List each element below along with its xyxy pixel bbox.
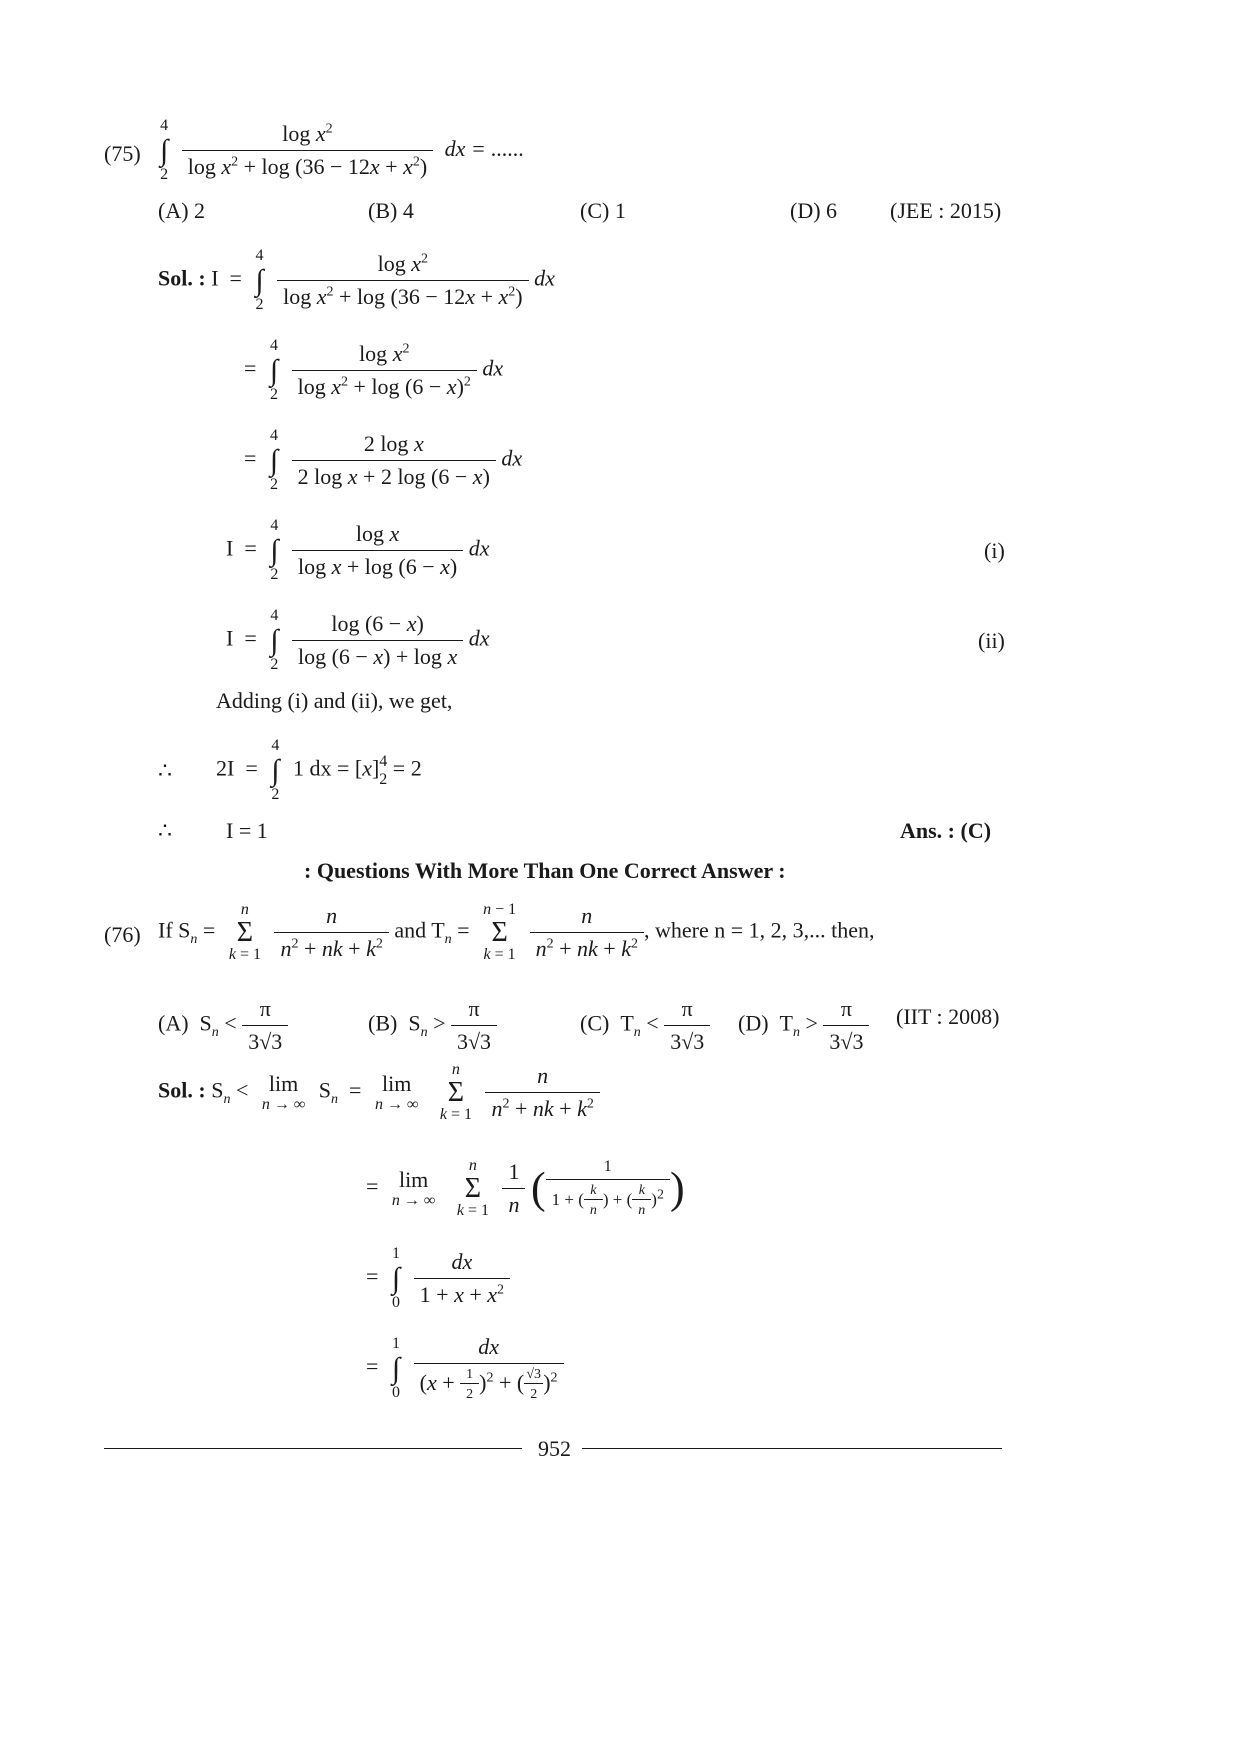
q76-option-d: (D) $T_n$ > $\frac{\pi}{3√3}$ xyxy=(738,996,869,1055)
sol75-line5: I = 4 ∫ 2 $\frac{\log (6 - x)}{\text{log (6 − x) + log x}}$ dx xyxy=(226,607,490,673)
q75-option-a: (A) 2 xyxy=(158,198,206,223)
sum-sign: n Σ k = 1 xyxy=(228,901,261,964)
sol76-line3: = 1 ∫ 0 $\frac{dx}{1 + x + x^2}$ xyxy=(366,1246,510,1311)
q75-option-c: (C) 1 xyxy=(580,198,626,223)
integral-sign: 4 ∫ 2 xyxy=(255,247,264,313)
footer-rule-left xyxy=(104,1448,522,1449)
footer-rule-right xyxy=(582,1448,1002,1449)
sol75-line4: I = 4 ∫ 2 $\frac{\text{log x}}{\text{log x + log (6 − x)}}$ dx xyxy=(226,517,490,583)
integral-sign: 1 ∫ 0 xyxy=(391,1245,401,1311)
sol75-line6: 2I = 4 ∫ 2 1 dx = [x] 4 2 = 2 xyxy=(216,737,422,803)
sol-label: Sol. xyxy=(158,1077,193,1103)
page-number: 952 xyxy=(538,1436,571,1461)
q75-source: (JEE : 2015) xyxy=(890,198,1002,223)
integral-sign: 4 ∫ 2 xyxy=(270,607,279,673)
q76-statement: If $S_n$ = n Σ k = 1 $\frac{n}{n^2 + nk + k^2}$ and $T_n$ = n − 1 Σ k = 1 $\frac{n}{n^2 + nk + k^2}$ , where n = 1, 2, 3,... then, xyxy=(158,901,875,964)
eq-label-ii: (ii) xyxy=(978,628,1005,653)
q75-statement xyxy=(152,118,524,183)
therefore-symbol: ∴ xyxy=(158,758,172,783)
sol76-line4: = 1 ∫ 0 dx (x + $\frac{1}{2}$ )$^2$ + ( $\frac{√3}{2}$ )$^2$ xyxy=(366,1334,564,1403)
q76-option-b: (B) $S_n$ > $\frac{\pi}{3√3}$ xyxy=(368,996,497,1055)
eq-label-i: (i) xyxy=(984,538,1005,563)
sol-label: Sol. xyxy=(158,265,193,291)
integral-sign: 4 ∫ 2 xyxy=(269,337,279,403)
sol75-line1: Sol. : I = 4 ∫ 2 $\frac{\log x^2}{\log x^2 + \log (36 - 12x + x^2)}$ dx xyxy=(158,247,555,313)
q75-tail: dx = ...... xyxy=(444,135,525,161)
sum-sign: n Σ k = 1 xyxy=(456,1157,489,1220)
q75-option-b: (B) 4 xyxy=(368,198,414,223)
sol75-final: I = 1 xyxy=(226,818,268,843)
integral-sign: 1 ∫ 0 xyxy=(391,1335,401,1401)
integral-sign: 4 ∫ 2 xyxy=(271,737,280,803)
q76-option-c: (C) $T_n$ < $\frac{\pi}{3√3}$ xyxy=(580,996,710,1055)
q75-fraction: $\frac{\log x^2}{\log x^2 + \log (36 - 12x + x^2)}$ xyxy=(182,121,433,180)
q75-option-d: (D) 6 xyxy=(790,198,838,223)
q76-source: (IIT : 2008) xyxy=(896,1004,1000,1029)
therefore-symbol: ∴ xyxy=(158,818,172,843)
section-title: : Questions With More Than One Correct Answer : xyxy=(304,858,786,883)
integral-sign: 4 ∫ 2 xyxy=(160,117,169,183)
sol75-adding: Adding (i) and (ii), we get, xyxy=(216,688,453,713)
q76-number: (76) xyxy=(104,922,141,947)
q76-option-a: (A) $S_n$ < $\frac{\pi}{3√3}$ xyxy=(158,996,288,1055)
sum-sign: n Σ k = 1 xyxy=(439,1061,472,1124)
integral-sign: 4 ∫ 2 xyxy=(270,517,279,583)
sol75-line3: = 4 ∫ 2 $\frac{\text{2 log x}}{\text{2 log x + 2 log (6 − x)}}$ dx xyxy=(244,427,523,493)
sum-sign: n − 1 Σ k = 1 xyxy=(483,901,517,964)
sol75-line2: = 4 ∫ 2 $\frac{\log x^2}{\log x^2 + \log (6 - x)^2}$ dx xyxy=(244,337,504,403)
sol76-line1: Sol. : $S_n$ < lim n → ∞ $S_n$ = lim n → ∞ n Σ k = 1 $\frac{n}{n^2 + nk + k^2}$ xyxy=(158,1062,600,1123)
q75-number: (75) xyxy=(104,141,141,166)
answer-75: Ans. : (C) xyxy=(900,818,992,843)
sol76-line2: = lim n → ∞ n Σ k = 1 $\frac{1}{n}$ ( 1 1 + ( $\frac{k}{n}$ ) + ( $\frac{k}{n}$ )$^2$ ) xyxy=(366,1157,685,1220)
integral-sign: 4 ∫ 2 xyxy=(269,427,279,493)
